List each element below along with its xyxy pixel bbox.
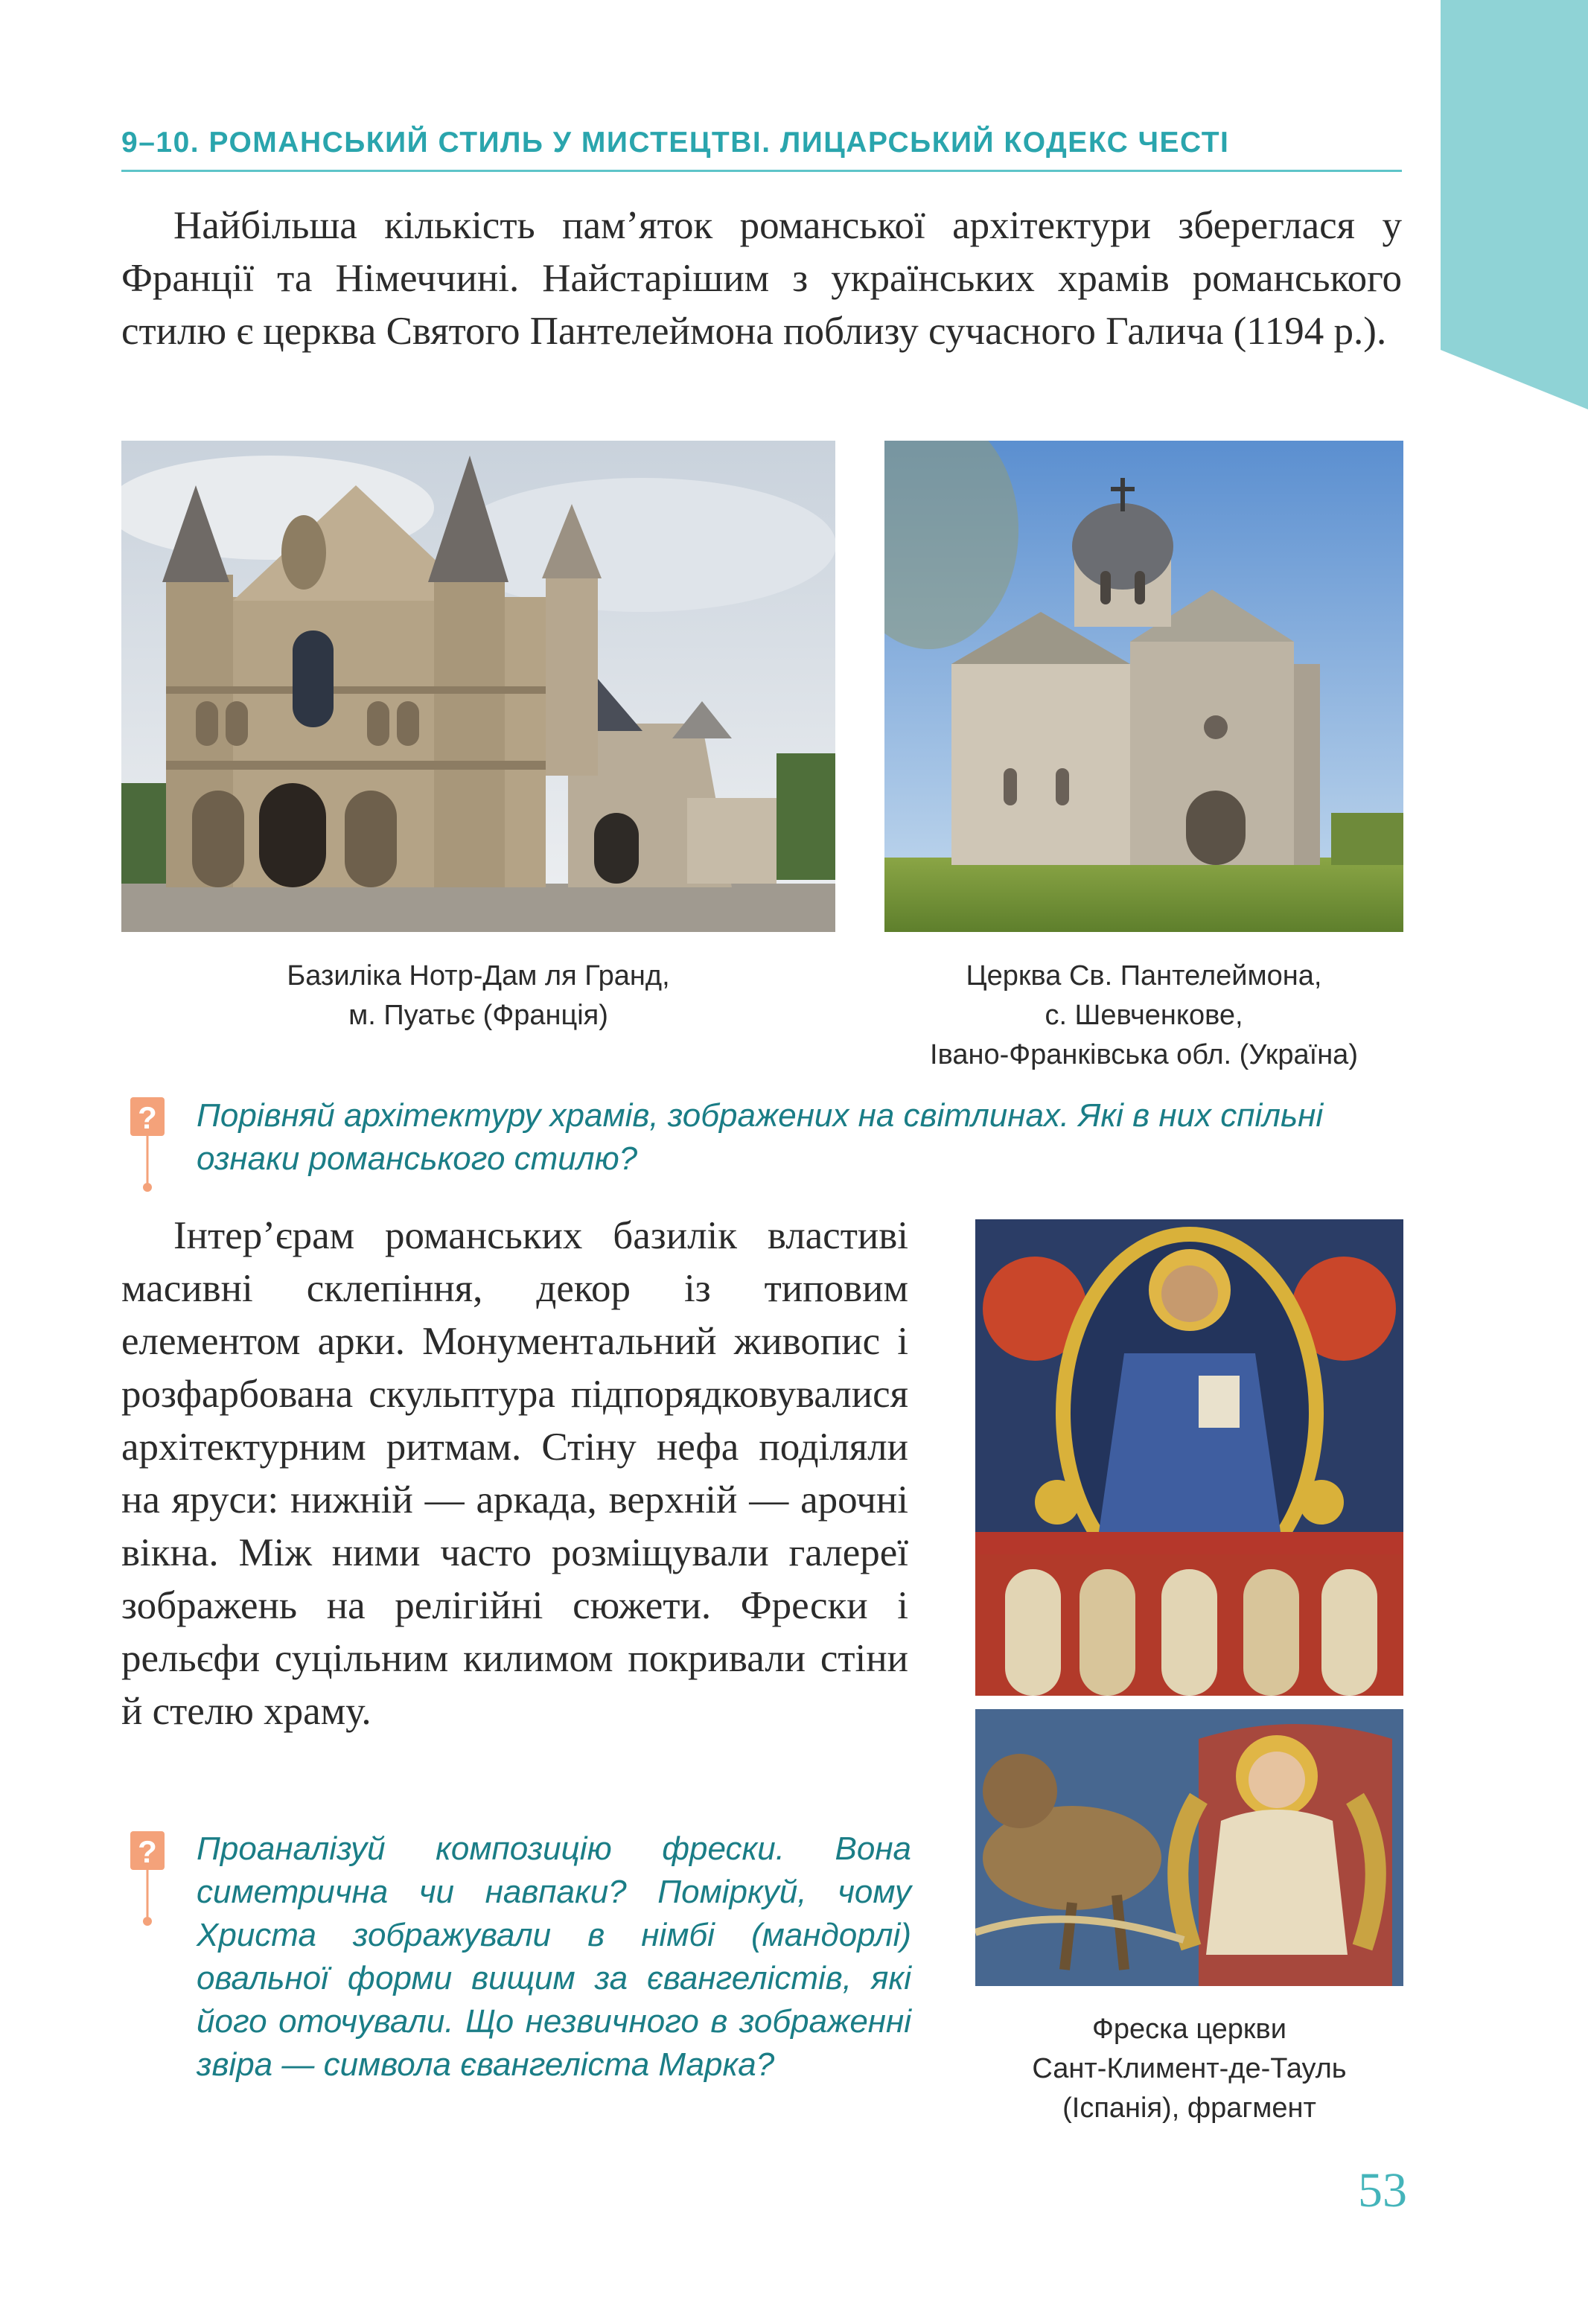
interior-paragraph: Інтер’єрам романських базилік властиві масивні склепіння, декор із типовим елементом арки. Монументальний живопис і розфарбована скульптура підпорядковувалися архітектурним ритмам. Стіну нефа поділяли на яруси: нижній — аркада, верхній — арочні вікна. Між ними часто розміщували галереї зображень на релігійні сюжети. Фрески і рельєфи суцільним килимом покривали стіни й стелю храму. — [121, 1214, 908, 1733]
photo-fresco-evangelists — [975, 1709, 1403, 1986]
svg-text:?: ? — [138, 1834, 157, 1869]
svg-text:?: ? — [138, 1100, 157, 1135]
question-icon — [130, 1097, 165, 1194]
intro-paragraph: Найбільша кількість пам’яток романської архітектури збереглася у Франції та Німеччині. Найстарішим з українських храмів романського стилю є церква Святого Пантелеймона поблизу сучасного Галича (1194 р.). — [121, 204, 1402, 353]
photo-notre-dame-la-grande — [121, 441, 835, 932]
question-compare-churches: Порівняй архітектуру храмів, зображених на світлинах. Які в них спільні ознаки романського стилю? — [197, 1097, 1324, 1177]
header-divider — [121, 170, 1402, 172]
page-corner-tab — [1441, 0, 1588, 409]
question-analyze-fresco: Проаналізуй композицію фрески. Вона симетрична чи навпаки? Поміркуй, чому Христа зображували в німбі (мандорлі) овальної форми вищим за євангелістів, які його оточували. Що незвичного в зображенні звіра — символа євангеліста Марка? — [197, 1830, 911, 2083]
page-number: 53 — [1358, 2163, 1407, 2218]
photo-fresco-christ-pantocrator — [975, 1219, 1403, 1696]
photo-st-panteleimon-church — [884, 441, 1403, 932]
question-icon — [130, 1831, 165, 1928]
section-header — [121, 127, 1402, 159]
caption-panteleimon: Церква Св. Пантелеймона, с. Шевченкове, Івано-Франківська обл. (Україна) — [930, 960, 1358, 1070]
section-title: РОМАНСЬКИЙ СТИЛЬ У МИСТЕЦТВІ. ЛИЦАРСЬКИЙ КОДЕКС ЧЕСТІ — [208, 127, 1230, 159]
caption-fresco: Фреска церкви Сант-Климент-де-Тауль (Іспанія), фрагмент — [1032, 2014, 1347, 2124]
section-number: 9–10. — [121, 127, 200, 159]
caption-notre-dame: Базиліка Нотр-Дам ля Гранд, м. Пуатьє (Франція) — [287, 960, 670, 1031]
